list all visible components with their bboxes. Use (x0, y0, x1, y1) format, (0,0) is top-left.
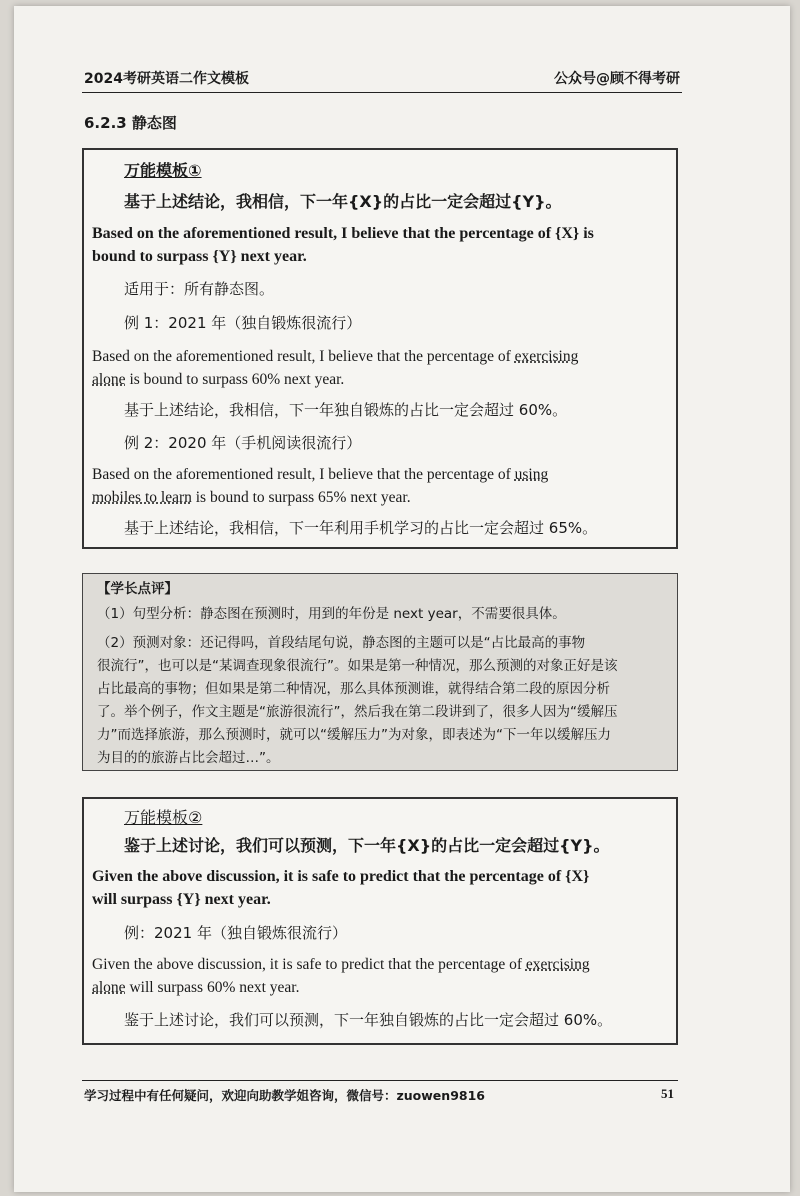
example-2-cn: 基于上述结论，我相信，下一年利用手机学习的占比一定会超过 65%。 (124, 519, 598, 537)
template-2-en-line-2: will surpass {Y} next year. (92, 891, 271, 908)
page-number: 51 (661, 1086, 674, 1101)
template-1-box (82, 148, 678, 549)
comment-heading: 【学长点评】 (97, 581, 178, 597)
template-2-example-en-pre: Given the above discussion, it is safe to predict that the percentage of (92, 956, 526, 973)
comment-p2-line-6: 为目的的旅游占比会超过…”。 (97, 750, 280, 766)
example-1-en (92, 345, 658, 391)
template-2-en-sentence (92, 865, 658, 911)
template-1-en-line-2: bound to surpass {Y} next year. (92, 248, 307, 265)
example-1-label: 例 1：2021 年（独自锻炼很流行） (124, 314, 362, 332)
example-2-en-underline-1: using (514, 466, 549, 483)
comment-point-1: （1）句型分析：静态图在预测时，用到的年份是 next year，不需要很具体。 (97, 606, 566, 622)
template-1-en-line-1: Based on the aforementioned result, I believe that the percentage of {X} is (92, 225, 594, 242)
template-2-example-en (92, 953, 658, 999)
comment-p2-line-3: 占比最高的事物；但如果是第二种情况，那么具体预测谁，就得结合第二段的原因分析 (97, 681, 610, 697)
comment-p2-line-4: 了。举个例子，作文主题是“旅游很流行”，然后我在第二段讲到了，很多人因为“缓解压 (97, 704, 618, 720)
page-header (82, 64, 682, 93)
example-1-cn: 基于上述结论，我相信，下一年独自锻炼的占比一定会超过 60%。 (124, 401, 568, 419)
example-2-en-underline-2: mobiles to learn (92, 489, 192, 506)
footer-contact: 学习过程中有任何疑问，欢迎向助教学姐咨询，微信号：zuowen9816 (84, 1088, 485, 1103)
template-1-en-sentence (92, 222, 658, 268)
comment-point-2 (97, 632, 665, 770)
template-2-example-en-underline-2: alone (92, 979, 126, 996)
example-2-en (92, 463, 658, 509)
template-2-example-label: 例：2021 年（独自锻炼很流行） (124, 924, 347, 942)
comment-p2-line-2: 很流行”，也可以是“某调查现象很流行”。如果是第一种情况，那么预测的对象正好是该 (97, 658, 618, 674)
comment-p2-line-5: 力”而选择旅游，那么预测时，就可以“缓解压力”为对象，即表述为“下一年以缓解压力 (97, 727, 611, 743)
example-2-label: 例 2：2020 年（手机阅读很流行） (124, 434, 362, 452)
example-1-en-underline-1: exercising (514, 348, 579, 365)
template-1-applies: 适用于：所有静态图。 (124, 280, 275, 298)
example-2-en-pre: Based on the aforementioned result, I believe that the percentage of (92, 466, 515, 483)
section-title: 6.2.3 静态图 (84, 114, 177, 132)
page (14, 6, 790, 1192)
template-2-cn-sentence: 鉴于上述讨论，我们可以预测，下一年{X}的占比一定会超过{Y}。 (124, 836, 610, 855)
header-account: 公众号@顾不得考研 (554, 71, 680, 87)
template-2-example-en-underline-1: exercising (525, 956, 590, 973)
template-1-title: 万能模板① (124, 161, 202, 180)
example-1-en-pre: Based on the aforementioned result, I believe that the percentage of (92, 348, 515, 365)
example-1-en-post: is bound to surpass 60% next year. (125, 371, 345, 388)
page-footer (82, 1080, 678, 1103)
example-2-en-post: is bound to surpass 65% next year. (191, 489, 411, 506)
template-2-title: 万能模板② (124, 808, 203, 827)
template-2-example-cn: 鉴于上述讨论，我们可以预测，下一年独自锻炼的占比一定会超过 60%。 (124, 1011, 613, 1029)
comment-p2-line-1: （2）预测对象：还记得吗，首段结尾句说，静态图的主题可以是“占比最高的事物 (97, 635, 586, 651)
template-2-example-en-post: will surpass 60% next year. (125, 979, 300, 996)
template-2-box (82, 797, 678, 1045)
example-1-en-underline-2: alone (92, 371, 126, 388)
template-1-cn-sentence: 基于上述结论，我相信，下一年{X}的占比一定会超过{Y}。 (124, 192, 562, 211)
template-2-en-line-1: Given the above discussion, it is safe to predict that the percentage of {X} (92, 868, 590, 885)
header-title: 2024考研英语二作文模板 (84, 71, 249, 87)
comment-box (82, 573, 678, 771)
